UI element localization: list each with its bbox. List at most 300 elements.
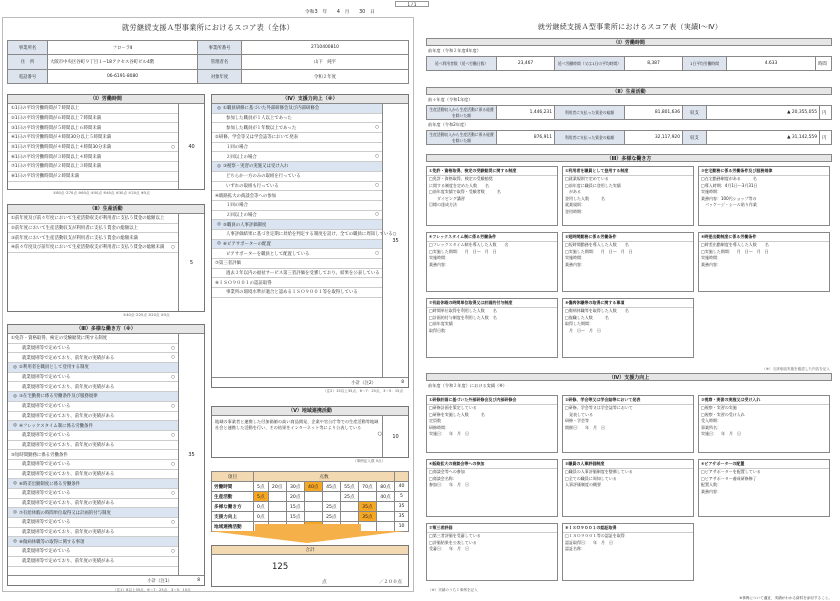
attachment-note: ※事例について適宜、実績がわかる資料を添付すること。 xyxy=(739,596,832,600)
bullet-icon: ◎ xyxy=(13,481,17,487)
criteria-row xyxy=(212,211,382,221)
r2-value-a3: ▲ 20,355,055 xyxy=(707,106,820,120)
criteria-text: 参加した職員が１年数以上であった xyxy=(226,125,297,131)
detail-card-line: □研修を実施した人数 名 xyxy=(429,411,485,417)
criteria-text: ⑤職員の人事評価制度 xyxy=(223,222,267,228)
detail-card-line: 実施時期： xyxy=(701,189,721,194)
criteria-row xyxy=(8,412,178,422)
criteria-row xyxy=(8,450,178,460)
check-mark: ○ xyxy=(171,355,175,361)
detail-card-line: がある xyxy=(565,189,581,194)
r1-period: 前年度（令和２年度4年度） xyxy=(428,48,481,53)
summary-cell: 15点 xyxy=(286,512,304,522)
detail-card-line: □在宅勤務制度がある 名 xyxy=(701,176,757,181)
tel-label: 電話番号 xyxy=(8,70,48,84)
section-score: 40 xyxy=(178,104,204,189)
criteria-row xyxy=(212,104,382,114)
page-title: 就労継続支援Ａ型事業所におけるスコア表（全体） xyxy=(121,23,295,32)
subtotal-value: 8 xyxy=(401,380,404,385)
criteria-row xyxy=(8,143,178,153)
summary-cell: 15点 xyxy=(286,502,304,512)
criteria-text: 就業規則等で定めている xyxy=(22,549,71,555)
r1-label2: 延べ労働時間（又は1日の平均時間） xyxy=(555,57,625,71)
detail-card-line: □実施した期間： 月 日〜 月 日 xyxy=(565,248,633,254)
detail-card xyxy=(426,523,558,581)
section-community xyxy=(211,406,409,458)
check-mark: ○ xyxy=(375,154,379,160)
detail-card-title: ①免許・資格取得、検定の受験勧奨に関する制度 xyxy=(427,167,557,176)
summary-cell xyxy=(358,522,376,532)
section-title: （Ⅴ）地域連携活動 xyxy=(212,407,408,416)
detail-card-line: 実施日： 年 月 日 xyxy=(701,431,741,436)
detail-card-line: 業務内容： xyxy=(701,261,721,267)
r4-period: 前年度（令和２年度）における実績（※） xyxy=(428,383,507,388)
criteria-text: ③1日の平均労働時間が５時間以上６時間未満 xyxy=(11,125,102,131)
bullet-icon: ◎ xyxy=(217,241,221,247)
detail-card-line: □研修計画を策定している xyxy=(429,405,477,410)
criteria-text: ③視察・実習の実施又は受け入れ xyxy=(223,164,289,170)
bullet-icon: ◎ xyxy=(13,510,17,516)
criteria-text: ２回以上の場合 xyxy=(226,212,257,218)
detail-card-title: ⑤短時間勤務に係る労働条件 xyxy=(563,233,693,242)
criteria-text: 就業規則等で定めており、前年度の実績がある xyxy=(22,384,115,390)
criteria-text: 就業規則等で定めており、前年度の実績がある xyxy=(22,530,115,536)
summary-item: 労働時間 xyxy=(212,482,254,492)
check-mark: ○ xyxy=(171,461,175,467)
criteria-text: 就業規則等で定めており、前年度の実績がある xyxy=(22,442,115,448)
summary-cell: 0点 xyxy=(254,502,269,512)
criteria-row xyxy=(8,224,178,234)
summary-cell: 35点 xyxy=(358,512,376,522)
criteria-text: 就業規則等で定めており、前年度の実績がある xyxy=(22,471,115,477)
subtotal-row xyxy=(8,575,204,585)
check-mark: ○ xyxy=(171,432,175,438)
subtotal-label: 小計（注1） xyxy=(147,578,172,584)
criteria-row xyxy=(212,230,397,240)
detail-card-line: パッケージ・シール貼り作業 xyxy=(701,202,757,207)
summary-cell xyxy=(304,502,322,512)
manager-name: 山下 純平 xyxy=(242,55,409,70)
summary-score: 40 xyxy=(395,482,409,492)
criteria-text: ②1日の平均労働時間が６時間以上７時間未満 xyxy=(11,116,102,122)
summary-cell xyxy=(268,512,286,522)
criteria-row xyxy=(8,172,178,182)
check-mark: ○ xyxy=(171,490,175,496)
detail-card xyxy=(562,395,694,453)
bullet-icon: ◎ xyxy=(217,105,221,111)
detail-card-line: □前年度実績 xyxy=(429,321,453,326)
detail-card-line: □実施した期間： 月 日〜 月 日 xyxy=(701,248,769,254)
detail-card-title: ⑧ＩＳＯ９００１の認証取得 xyxy=(563,524,693,533)
detail-card xyxy=(562,232,694,292)
r-section-support xyxy=(426,373,832,600)
detail-card-line: 登用時期： xyxy=(565,208,585,214)
section-score: 10 xyxy=(382,416,408,457)
criteria-text: 就業規則等で定めており、前年度の実績がある xyxy=(22,559,115,565)
summary-cell: 80点 xyxy=(376,482,394,492)
criteria-row xyxy=(212,133,382,143)
summary-cell: 20点 xyxy=(286,492,304,502)
summary-item: 多様な働き方 xyxy=(212,502,254,512)
detail-card-title: ①研修計画に基づいた外部研修会及び内部研修会 xyxy=(427,396,557,405)
summary-cell: 0点 xyxy=(254,512,269,522)
criteria-row xyxy=(8,353,178,363)
detail-card-line: 参加日： 年 月 日 xyxy=(429,482,469,487)
criteria-row xyxy=(8,382,178,392)
manager-label: 管理者名 xyxy=(198,55,242,70)
r-section-labor-hours xyxy=(426,38,832,71)
criteria-text: どちらか一方のみの取組を行っている xyxy=(226,174,301,180)
r2-value-a1: 1,446,231 xyxy=(497,106,555,120)
criteria-text: 就業規則等で定めている xyxy=(22,404,71,410)
section-title: （Ⅲ）多様な働き方（※） xyxy=(8,325,204,334)
criteria-row xyxy=(8,392,178,402)
criteria-text: ⑤短時間勤務に係る労働条件 xyxy=(11,452,68,458)
bullet-icon: ◎ xyxy=(13,539,17,545)
section-support xyxy=(211,94,409,388)
check-mark: ○ xyxy=(171,403,175,409)
check-mark: ○ xyxy=(171,144,175,150)
criteria-row xyxy=(8,334,178,344)
detail-card-line: 実施日： 年 月 日 xyxy=(429,431,469,436)
criteria-row xyxy=(212,152,382,162)
criteria-row xyxy=(8,243,178,253)
criteria-text: 参加した職員が１人以上であった xyxy=(226,116,292,122)
facility-number: 2710400810 xyxy=(242,41,409,55)
criteria-text: ④1日の平均労働時間が４時間30分以上５時間未満 xyxy=(11,135,112,141)
detail-card-line: 目標の達成方法 xyxy=(429,202,457,207)
detail-card xyxy=(426,459,558,517)
score-sheet-details xyxy=(424,17,836,600)
criteria-text: ①前年度及び前々年度において生産活動収支が利用者に支払う賃金の総額以上 xyxy=(11,216,165,222)
criteria-text: ⑥時差出勤制度に係る労働条件 xyxy=(19,481,81,487)
criteria-row xyxy=(212,259,382,269)
criteria-text: ⑦第三者評価 xyxy=(215,261,241,267)
detail-card xyxy=(426,232,558,292)
detail-card-title: ④フレックスタイム制に係る労働条件 xyxy=(427,233,557,242)
criteria-row xyxy=(212,114,382,124)
target-year: 令和２年度 xyxy=(242,70,409,84)
detail-card-line: 業務内容： xyxy=(565,261,585,267)
detail-card-line: 認証名称： xyxy=(565,546,585,551)
criteria-row xyxy=(212,288,382,298)
r1-label3: 1日平均労働時間 xyxy=(683,57,727,71)
check-mark: ○ xyxy=(171,345,175,351)
criteria-row xyxy=(8,441,178,451)
detail-card-line: □評価結果を公表している xyxy=(429,539,477,545)
detail-card-line: □時間単位取得を利用した人数 名 xyxy=(429,308,497,313)
criteria-text: 就業規則等で定めており、前年度の実績がある xyxy=(22,355,115,361)
criteria-text: ②研修、学会等又は学会誌等において発表 xyxy=(215,135,298,141)
criteria-text: 事業所の環境水準が適合と認めるＩＳＯ９００１等を取得している xyxy=(226,290,358,296)
detail-card-line: □第三者評価を受審している xyxy=(429,533,481,538)
summary-item: 支援力向上 xyxy=(212,512,254,522)
section-foot: ①40点 ②25点 ③20点 ④5点 xyxy=(123,313,170,317)
detail-card xyxy=(698,232,830,292)
detail-card-line: 取得日数： xyxy=(429,327,449,333)
criteria-text: 就業規則等で定めている xyxy=(22,375,71,381)
section-foot: （事例記入数 5点） xyxy=(353,459,386,463)
total-arrow xyxy=(209,531,405,543)
criteria-text: 就業規則等で定めている xyxy=(22,491,71,497)
detail-card xyxy=(426,298,558,358)
summary-cell: 40点 xyxy=(376,492,394,502)
detail-card-line: □就業規則で定めている xyxy=(565,176,609,181)
total-value: 125 xyxy=(272,562,289,572)
summary-score: 35 xyxy=(395,502,409,512)
criteria-row xyxy=(212,182,382,192)
facility-info xyxy=(7,40,409,84)
check-mark: ○ xyxy=(392,231,397,237)
check-mark: ○ xyxy=(171,548,175,554)
summary-item: 生産活動 xyxy=(212,492,254,502)
criteria-text: ④フレックスタイム制に係る労働条件 xyxy=(19,423,93,429)
criteria-text: ２回以上の場合 xyxy=(226,154,257,160)
summary-cell: 5点 xyxy=(254,482,269,492)
summary-row xyxy=(212,492,409,502)
detail-card-line: 業務内容： xyxy=(429,261,449,267)
criteria-text: ⑧1日の平均労働時間が２時間未満 xyxy=(11,174,80,180)
score-sheet-overall xyxy=(2,17,414,592)
r1-unit: 時間 xyxy=(816,57,832,71)
criteria-text: ①1日の平均労働時間が７時間以上 xyxy=(11,106,80,112)
detail-card-line: 配置人数： xyxy=(701,482,721,487)
detail-card-line: 取得した期間： xyxy=(565,321,593,326)
detail-card-line: □傷病休職等を取得した人数 名 xyxy=(565,308,629,313)
r2-unit: 円 xyxy=(820,106,832,120)
criteria-text: ⑥ピアサポーターの配置 xyxy=(223,241,271,247)
detail-card-line: に関する制度を定めた人数 名 xyxy=(429,182,489,188)
criteria-row xyxy=(8,431,178,441)
criteria-row xyxy=(8,557,178,567)
check-mark: ○ xyxy=(171,374,175,380)
detail-card-line: □前年度実績で取得・受験者数 名 xyxy=(429,189,501,194)
section-score: 5 xyxy=(178,214,204,311)
detail-card-line: 就業規則： xyxy=(565,202,585,207)
detail-card-title: ⑦第三者評価 xyxy=(427,524,557,533)
page-indicator[interactable]: 1 / 1 xyxy=(395,1,429,7)
detail-card-title: ③在宅勤務に係る労働条件及び服務規律 xyxy=(699,167,829,176)
detail-card-line: □復職した人数 名 xyxy=(565,314,609,320)
criteria-text: ④前々年度及び前年度において生産活動収支が利用者に支払う賃金の総額未満 xyxy=(11,245,165,251)
summary-score: 35 xyxy=(395,512,409,522)
summary-cell xyxy=(268,502,286,512)
summary-cell: 25点 xyxy=(322,502,340,512)
check-mark: ○ xyxy=(377,431,382,437)
criteria-row xyxy=(8,508,178,518)
summary-cell: 35点 xyxy=(358,502,376,512)
community-text: 地域の事業者と連携した付加価値の高い商品開発、企業や官公庁等での生産活動等地域社会と連携した活動を行い、その結果をインターネット等により公表している xyxy=(215,419,379,430)
detail-card-line: 業務内容： xyxy=(701,488,721,494)
r2-label-b1: 生産活動収入から生産活動に係る経費を除いた額 xyxy=(427,131,497,145)
detail-card xyxy=(562,166,694,226)
criteria-text: 就業規則等で定めている xyxy=(22,462,71,468)
r2-period2: 前年度（令和2年度） xyxy=(428,122,469,127)
criteria-text: ⑧ＩＳＯ９００１の認証取得 xyxy=(215,280,272,286)
criteria-text: ③在宅勤務に係る労働条件及び服務規律 xyxy=(19,394,98,400)
criteria-row xyxy=(8,162,178,172)
detail-card-line: □ＩＳＯ９００１等の認証を取得 xyxy=(565,533,625,538)
detail-card-line: □視察・実習の実施 xyxy=(701,405,737,410)
subtotal-label: 小計（注2） xyxy=(351,380,376,386)
summary-row xyxy=(212,512,409,522)
criteria-text: ピアサポーターを職員として配置している xyxy=(226,251,310,257)
facility-address: 大阪市中央区谷町９丁目１−18アクセス谷町ビル4階 xyxy=(48,55,198,70)
criteria-text: １回の場合 xyxy=(226,203,248,209)
detail-card xyxy=(562,459,694,517)
detail-card-line: 開催日： 年 月 日 xyxy=(565,424,605,430)
summary-row xyxy=(212,482,409,492)
document-date: 令和3 年 4 月 30 日 xyxy=(305,10,375,15)
r1-value2: 8,387 xyxy=(625,57,683,71)
criteria-text: 就業規則等で定めている xyxy=(22,433,71,439)
summary-cell xyxy=(358,492,376,502)
criteria-text: ⑥1日の平均労働時間が３時間以上４時間未満 xyxy=(11,154,102,160)
criteria-row xyxy=(8,489,178,499)
bullet-icon: ◎ xyxy=(13,364,17,370)
summary-score: 5 xyxy=(395,492,409,502)
detail-card-line: □ピアサポーター養成研修修了 xyxy=(701,475,757,481)
criteria-row xyxy=(8,152,178,162)
detail-card-title: ⑧傷病休職等の取得に関する事項 xyxy=(563,299,693,308)
detail-card-line: ダイビング講習 xyxy=(429,195,465,201)
detail-card-line: 認証取得日： 年 月 日 xyxy=(565,539,613,545)
criteria-text: ①職員研修に基づいた外部研修会及び内部研修会 xyxy=(223,106,320,112)
check-mark: ○ xyxy=(375,125,379,131)
criteria-text: ⑦有給休暇の時間単位取得又は計画的付与制度 xyxy=(19,510,111,516)
detail-card-line: □フレックスタイム制を導入した人数 名 xyxy=(429,242,509,247)
detail-card-line: □計画的付与制度を利用した人数 名 xyxy=(429,314,497,320)
criteria-row xyxy=(8,528,178,538)
r1-value1: 23,467 xyxy=(497,57,555,71)
summary-cell: 25点 xyxy=(322,512,340,522)
section-foot: （※）実績のうち１事例を記入 xyxy=(428,588,478,592)
facility-tel: 06-6191-8080 xyxy=(48,70,198,84)
summary-score: 10 xyxy=(395,522,409,532)
detail-card-line: 月 日〜 月 日 xyxy=(565,327,601,333)
detail-card-line: □ピアサポーターを配置している xyxy=(701,469,761,474)
subtotal-value: 8 xyxy=(197,578,200,583)
summary-cell xyxy=(268,492,286,502)
year-label: 対象年度 xyxy=(198,70,242,84)
criteria-row xyxy=(8,133,178,143)
criteria-row xyxy=(212,162,382,172)
criteria-text: ①免許・資格取得、検定の受験勧奨に関する制度 xyxy=(11,336,108,342)
summary-cell xyxy=(376,512,394,522)
summary-item: 地域連携活動 xyxy=(212,522,254,532)
criteria-row xyxy=(212,123,382,133)
check-mark: ○ xyxy=(171,519,175,525)
detail-card-line: 実施時間： xyxy=(701,255,721,260)
summary-cell xyxy=(376,522,394,532)
detail-card-title: ②利用者を職員として登用する制度 xyxy=(563,167,693,176)
detail-card-line: 受審日： 年 月 日 xyxy=(429,546,469,551)
criteria-row xyxy=(212,143,382,153)
total-unit: 点 xyxy=(322,580,327,585)
criteria-row xyxy=(8,114,178,124)
detail-card-title: ⑥時差出勤制度に係る労働条件 xyxy=(699,233,829,242)
r2-value-a2: 81,801,636 xyxy=(625,106,683,120)
detail-card xyxy=(698,459,830,517)
detail-card xyxy=(698,395,830,453)
detail-card-title: ⑥ピアサポーターの配置 xyxy=(699,460,829,469)
summary-cell xyxy=(376,502,394,512)
criteria-row xyxy=(8,344,178,354)
detail-card-line: □研修、学会等又は学会誌等において xyxy=(565,405,633,410)
section-foot: （注2）15以上35点、6〜7：25点、3〜5：15点 xyxy=(323,389,404,393)
criteria-row xyxy=(8,460,178,470)
section-foot: （※）当該取組実施を確認した内容を記入 xyxy=(762,367,830,371)
r-section-work-style xyxy=(426,154,832,371)
criteria-row xyxy=(212,240,382,250)
r-section-production xyxy=(426,87,832,145)
r2-value-b3: ▲ 31,142,559 xyxy=(707,131,820,145)
detail-card-line: 事業所名： xyxy=(701,424,721,430)
criteria-row xyxy=(212,191,382,201)
criteria-row xyxy=(8,214,178,224)
detail-card-title: ④販路拡大の商談会等への参加 xyxy=(427,460,557,469)
detail-card-title: ⑤職員の人事評価制度 xyxy=(563,460,693,469)
detail-card xyxy=(698,166,830,226)
r2-label-a1: 生産活動収入から生産活動に係る経費を除いた額 xyxy=(427,106,497,120)
detail-card-title: ②研修、学会等又は学会誌等において発表 xyxy=(563,396,693,405)
detail-card-line: 人事評価制度の概要 xyxy=(565,482,601,487)
detail-card-line: □前年度に職員に登用した実績 xyxy=(565,182,621,188)
total-max: ／２００点 xyxy=(379,580,402,585)
detail-card-line: □商談会名称： xyxy=(429,475,457,481)
criteria-row xyxy=(8,518,178,528)
detail-card-line: □免許・資格取得、検定の受験勧奨 xyxy=(429,176,493,181)
criteria-text: ②前年度において生産活動収支が利用者に支払う賃金の総額以上 xyxy=(11,226,138,232)
r2-value-b1: 876,911 xyxy=(497,131,555,145)
summary-head-score: 点数 xyxy=(254,472,395,482)
detail-card-line: 研修時間： xyxy=(429,424,449,430)
detail-card-line: 実施時間： xyxy=(565,255,585,260)
summary-cell xyxy=(304,512,322,522)
total-box xyxy=(211,545,409,587)
criteria-row xyxy=(8,123,178,133)
section-title: （Ⅱ）生産活動 xyxy=(426,87,832,95)
section-title: （Ⅰ）労働時間 xyxy=(8,95,204,104)
summary-cell xyxy=(340,512,358,522)
subtotal-row xyxy=(212,377,408,387)
page-title: 就労継続支援Ａ型事業所におけるスコア表（実績Ⅰ〜Ⅳ） xyxy=(537,23,723,31)
summary-head-blank xyxy=(395,472,409,482)
criteria-text: ⑦1日の平均労働時間が２時間以上３時間未満 xyxy=(11,164,102,170)
section-title: （Ⅳ）支援力向上（※） xyxy=(212,95,408,104)
detail-card-line: □導入時期：4月1日〜3月31日 xyxy=(701,182,758,188)
detail-card-line: 登用した人数 名 xyxy=(565,195,605,201)
criteria-row xyxy=(8,104,178,114)
bullet-icon: ◎ xyxy=(217,163,221,169)
criteria-row xyxy=(8,547,178,557)
summary-row xyxy=(212,502,409,512)
section-foot: ①80点 ②70点 ③60点 ④50点 ⑤40点 ⑥30点 ⑦20点 ⑧5点 xyxy=(53,191,150,195)
summary-cell xyxy=(340,502,358,512)
r2-unit: 円 xyxy=(820,131,832,145)
total-label: 合計 xyxy=(212,546,408,555)
criteria-row xyxy=(212,201,382,211)
bullet-icon: ◎ xyxy=(13,423,17,429)
check-mark: ○ xyxy=(375,183,379,189)
check-mark: ○ xyxy=(375,212,379,218)
summary-cell: 20点 xyxy=(268,482,286,492)
section-labor-hours xyxy=(7,94,205,190)
summary-head-item: 項目 xyxy=(212,472,254,482)
bullet-icon: ◎ xyxy=(13,393,17,399)
detail-card-line: 受入時期： xyxy=(701,418,721,423)
section-work-style xyxy=(7,324,205,586)
